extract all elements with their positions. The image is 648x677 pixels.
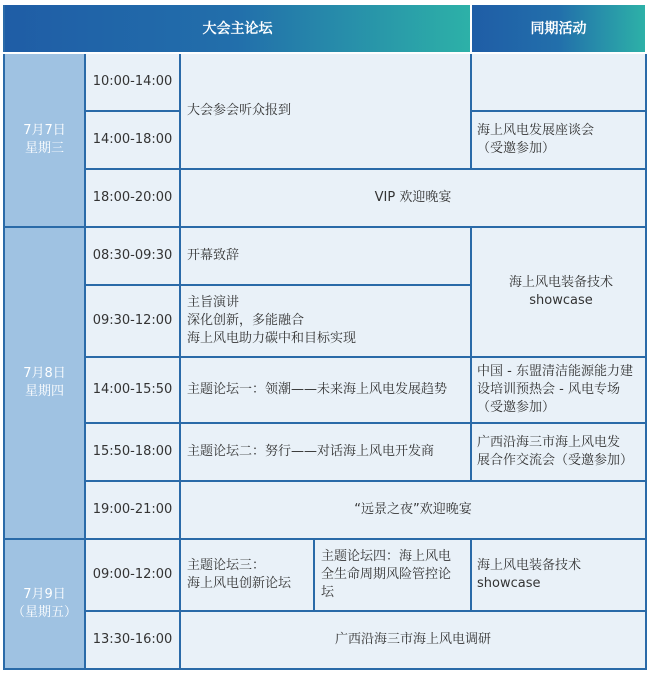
time-cell: 19:00-21:00 [85,481,180,539]
time-cell: 15:50-18:00 [85,423,180,481]
main-session-cell: 主题论坛三： 海上风电创新论坛 [180,539,314,611]
side-event-cell: 海上风电装备技术 showcase [471,227,646,357]
date-label: 7月7日 [23,123,66,138]
main-session-cell: 主题论坛二：努行——对话海上风电开发商 [180,423,471,481]
table-row [4,539,646,611]
time-cell: 09:00-12:00 [85,539,180,611]
date-label: 7月8日 [23,366,66,381]
time-cell: 10:00-14:00 [85,53,180,111]
main-session-cell: 主题论坛四：海上风电 全生命周期风险管控论 坛 [314,539,471,611]
side-event-cell: 广西沿海三市海上风电发 展合作交流会（受邀参加） [471,423,646,481]
side-event-cell-empty [471,53,646,111]
weekday-label: 星期三 [24,141,64,156]
time-cell: 08:30-09:30 [85,227,180,285]
table-row [4,423,646,481]
date-cell-day3 [4,539,85,669]
time-cell: 09:30-12:00 [85,285,180,357]
side-event-header: 同期活动 [471,4,646,53]
main-session-cell: 开幕致辞 [180,227,471,285]
main-session-cell: VIP 欢迎晚宴 [180,169,646,227]
main-session-cell: “远景之夜”欢迎晚宴 [180,481,646,539]
schedule-table [3,3,647,670]
time-cell: 18:00-20:00 [85,169,180,227]
table-row [4,53,646,111]
date-cell-day2 [4,227,85,539]
main-session-cell: 大会参会听众报到 [180,53,471,169]
table-row [4,611,646,669]
main-session-cell: 主旨演讲 深化创新，多能融合 海上风电助力碳中和目标实现 [180,285,471,357]
side-event-cell: 海上风电装备技术 showcase [471,539,646,611]
main-session-cell: 广西沿海三市海上风电调研 [180,611,646,669]
header-row [4,4,646,53]
table-row [4,169,646,227]
weekday-label: （星期五） [11,605,77,620]
weekday-label: 星期四 [24,384,64,399]
table-row [4,357,646,423]
date-cell-day1 [4,53,85,227]
table-row [4,227,646,285]
side-event-cell: 中国 - 东盟清洁能源能力建 设培训预热会 - 风电专场 （受邀参加） [471,357,646,423]
time-cell: 14:00-18:00 [85,111,180,169]
main-forum-header: 大会主论坛 [4,4,471,53]
table-row [4,481,646,539]
date-label: 7月9日 [23,587,66,602]
time-cell: 14:00-15:50 [85,357,180,423]
side-event-cell: 海上风电发展座谈会 （受邀参加） [471,111,646,169]
time-cell: 13:30-16:00 [85,611,180,669]
main-session-cell: 主题论坛一：领潮——未来海上风电发展趋势 [180,357,471,423]
